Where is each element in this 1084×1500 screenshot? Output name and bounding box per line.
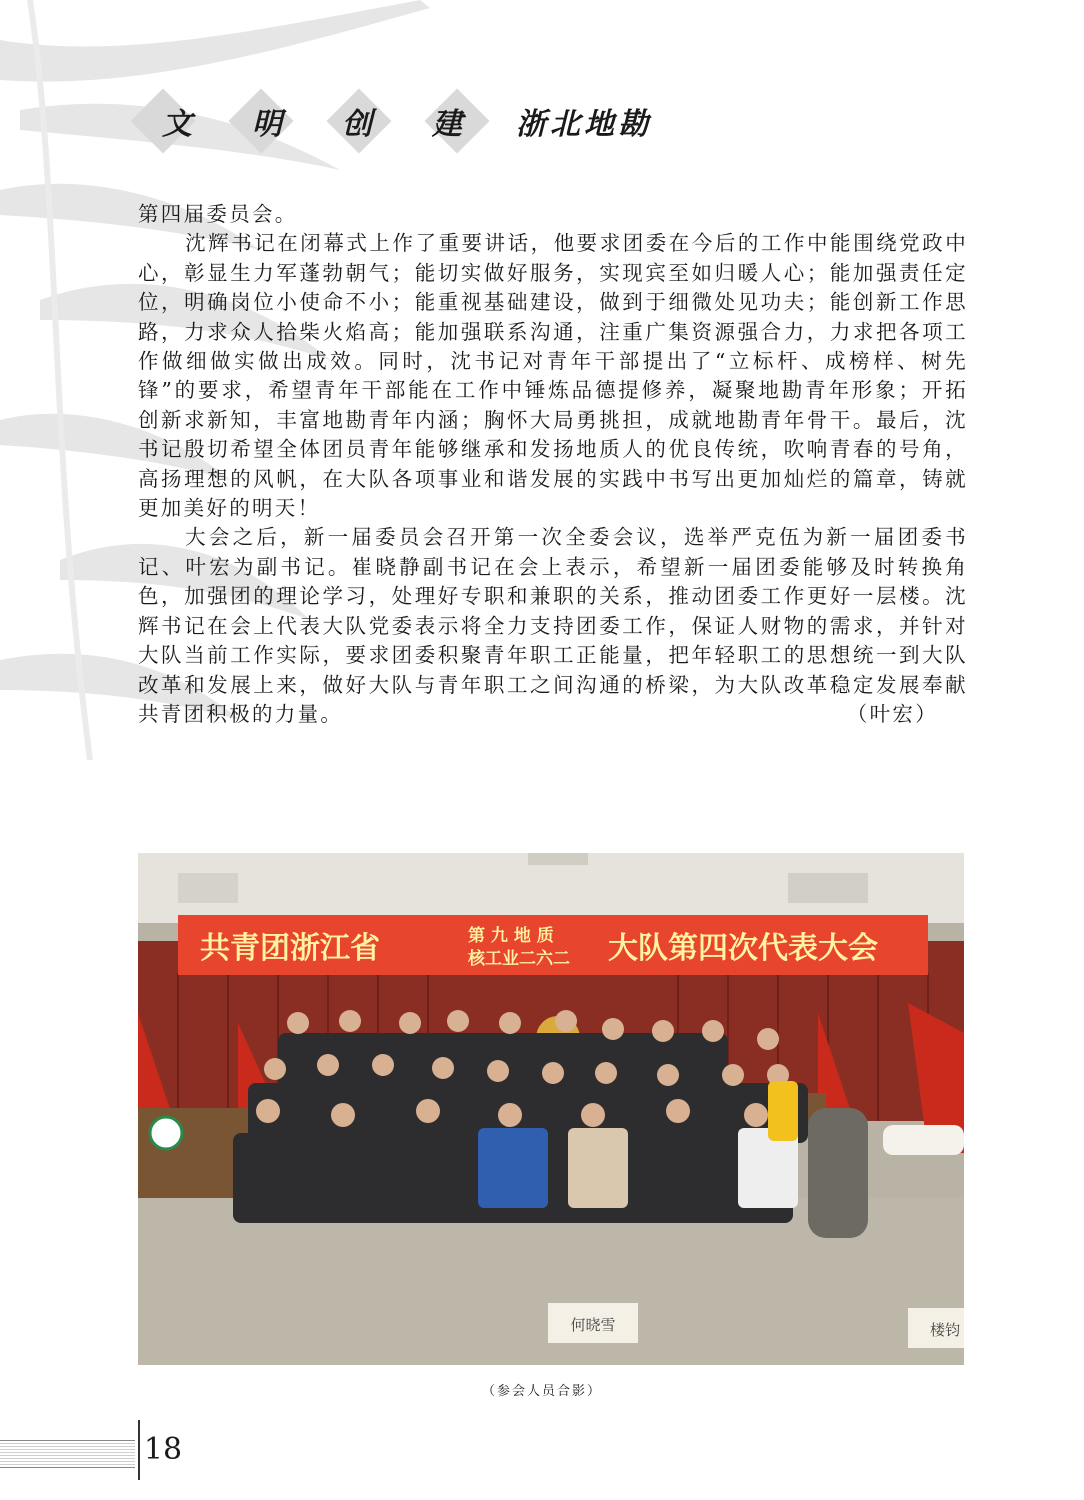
page-footer-bar [0, 1440, 135, 1468]
section-header [140, 96, 652, 146]
article-paragraph-text: 大会之后，新一届委员会召开第一次全委会议，选举严克伍为新一届团委书记、叶宏为副书记。崔晓静副书记在会上表示，希望新一届团委能够及时转换角色，加强团的理论学习，处理好专职和兼职的关系，推动团委工作更好一层楼。沈辉书记在会上代表大队党委表示将全力支持团委工作，保证人财物的需求，并针对大队当前工作实际，要求团委积聚青年职工正能量，把年轻职工的思想统一到大队改革和发展上来，做好大队与青年职工之间沟通的桥梁，为大队改革稳定发展奉献共青团积极的力量。 [138, 525, 968, 726]
nameplate-text: 何晓雪 [570, 1316, 616, 1334]
page-number: 18 [138, 1420, 186, 1480]
banner-right-text: 大队第四次代表大会 [608, 931, 878, 966]
article-paragraph: 沈辉书记在闭幕式上作了重要讲话，他要求团委在今后的工作中能围绕党政中心，彰显生力军蓬勃朝气；能切实做好服务，实现宾至如归暖人心；能加强责任定位，明确岗位小使命不小；能重视基础建设，做到于细微处见功夫；能创新工作思路，力求众人拾柴火焰高；能加强联系沟通，注重广集资源强合力，力求把各项工作做细做实做出成效。同时，沈书记对青年干部提出了“立标杆、成榜样、树先锋”的要求，希望青年干部能在工作中锤炼品德提修养，凝聚地勘青年形象；开拓创新求新知，丰富地勘青年内涵；胸怀大局勇挑担，成就地勘青年骨干。最后，沈书记殷切希望全体团员青年能够继承和发扬地质人的优良传统，吹响青春的号角，高扬理想的风帆，在大队各项事业和谐发展的实践中书写出更加灿烂的篇章，铸就更加美好的明天！ [138, 231, 968, 521]
group-photo [138, 853, 964, 1365]
banner-left-text: 共青团浙江省 [200, 931, 380, 966]
header-char: 文 [162, 107, 194, 142]
nameplate-text: 楼钧 [930, 1321, 961, 1339]
article-paragraph: 第四届委员会。 [138, 202, 298, 226]
photo-caption: （参会人员合影） [481, 1384, 602, 1399]
article-paragraph [138, 523, 968, 729]
header-brand: 浙北地勘 [516, 107, 652, 142]
article-body [138, 200, 968, 729]
banner-mid-bottom-text: 核工业二六二 [468, 949, 570, 969]
author-signature: （叶宏） [846, 701, 938, 726]
header-char: 明 [252, 107, 284, 142]
header-char: 创 [342, 107, 374, 142]
banner-mid-top-text: 第 九 地 质 [468, 926, 554, 946]
header-char: 建 [432, 107, 464, 142]
